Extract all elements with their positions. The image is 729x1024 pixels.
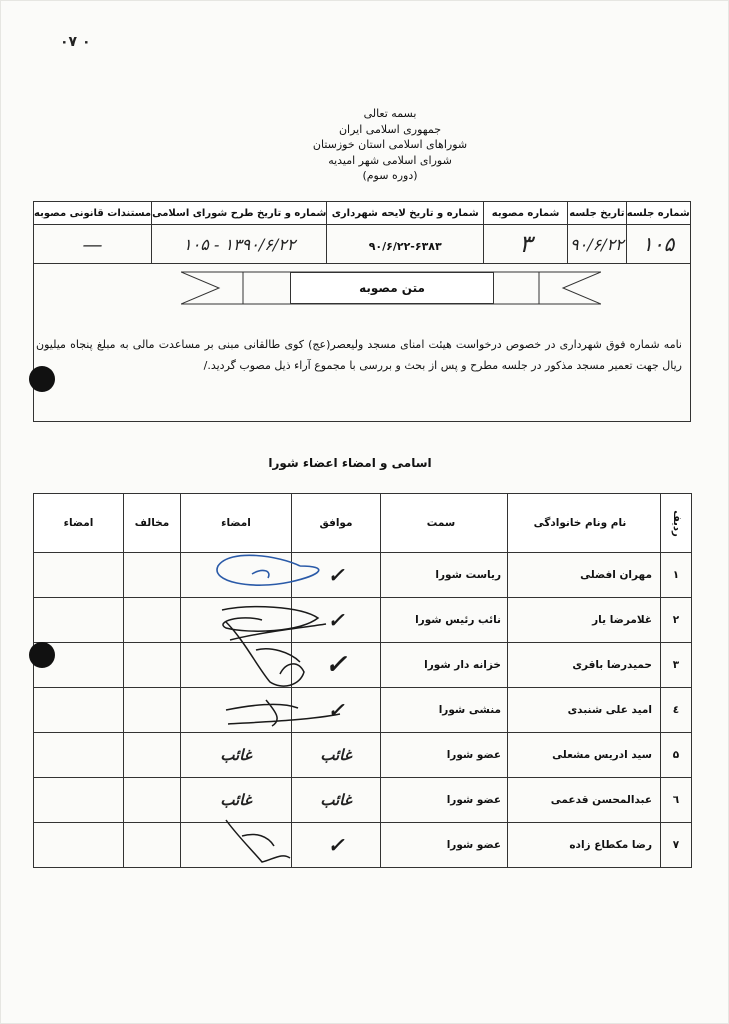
col-approve-header: موافق [292,494,381,553]
session-no-value: ۱۰۵ [642,232,675,256]
plan-no-value: ۱۳۹۰/۶/۲۲ - ۱۰۵ [183,234,296,254]
signature2-cell [34,778,124,823]
session-no-header: شماره جلسه [626,202,690,225]
absent-mark: غائب [220,746,252,764]
bill-no-header: شماره و تاریخ لایحه شهرداری [327,202,484,225]
legal-docs-value: — [82,232,103,256]
oppose-cell [124,733,181,778]
member-name: عبدالمحسن قدعمی [508,778,661,823]
approve-mark: ✓ [325,650,347,680]
absent-mark: غائب [220,791,252,809]
resolution-body: نامه شماره فوق شهرداری در خصوص درخواست هیئت امنای مسجد ولیعصر(عج) کوی طالقانی مبنی بر مساعدت مالی به مبلغ پنجاه میلیون ریال جهت تعمیر مسجد مذکور در جلسه مطرح و پس از بحث و بررسی با مجموع آراء ذیل مصوب گردید./ [36,338,682,372]
letterhead [200,106,580,184]
table-row [34,733,692,778]
table-row [34,553,692,598]
header-line-5: (دوره سوم) [362,169,418,182]
signature2-cell [34,598,124,643]
member-role: عضو شورا [381,778,508,823]
meta-value-row [34,225,691,264]
bill-no-value: ۹۰/۶/۲۲-۶۳۸۳ [368,239,442,253]
member-name: حمیدرضا باقری [508,643,661,688]
members-title: اسامی و امضاء اعضاء شورا [268,456,432,470]
col-idx-header: ردیف [670,510,682,537]
meta-header-row [34,202,691,225]
signature2-cell [34,553,124,598]
oppose-cell [124,688,181,733]
signature-cell [181,688,292,733]
resolution-no-header: شماره مصوبه [484,202,568,225]
oppose-cell [124,778,181,823]
member-role: منشی شورا [381,688,508,733]
col-name-header: نام ونام خانوادگی [508,494,661,553]
members-header-row [34,494,692,553]
member-name: غلامرضا یار [508,598,661,643]
session-date-header: تاریخ جلسه [568,202,626,225]
member-name: سید ادریس مشعلی [508,733,661,778]
punch-hole-top [29,366,55,392]
approve-mark: ✓ [327,608,345,632]
approve-mark: ✓ [327,563,345,587]
absent-mark: غائب [320,746,352,764]
member-role: عضو شورا [381,733,508,778]
session-date-value: ۹۰/۶/۲۲ [570,234,624,254]
signature-cell [181,553,292,598]
member-name: رضا مکطاع زاده [508,823,661,868]
member-role: نائب رئیس شورا [381,598,508,643]
col-role-header: سمت [381,494,508,553]
header-line-3: شوراهای اسلامی استان خوزستان [312,138,468,151]
legal-docs-header: مستندات قانونی مصوبه [34,202,152,225]
oppose-cell [124,823,181,868]
table-row [34,643,692,688]
header-line-4: شورای اسلامی شهر امیدیه [328,153,452,167]
member-name: مهران افضلی [508,553,661,598]
col-sign-header: امضاء [181,494,292,553]
members-table [33,493,692,868]
row-index: ۳ [661,643,692,688]
plan-no-header: شماره و تاریخ طرح شورای اسلامی [152,202,327,225]
col-sign2-header: امضاء [34,494,124,553]
scan-mark: ۰۷ ۰ [60,34,91,50]
member-name: امید علی شنبدی [508,688,661,733]
member-role: ریاست شورا [381,553,508,598]
row-index: ٦ [661,778,692,823]
table-row [34,823,692,868]
signature2-cell [34,823,124,868]
member-role: عضو شورا [381,823,508,868]
resolution-title: متن مصوبه [290,272,494,304]
header-line-2: جمهوری اسلامی ایران [338,122,442,136]
table-row [34,778,692,823]
signature-cell [181,598,292,643]
approve-mark: ✓ [327,698,345,722]
meta-table [33,201,691,264]
oppose-cell [124,553,181,598]
row-index: ۵ [661,733,692,778]
row-index: ۱ [661,553,692,598]
signature2-cell [34,733,124,778]
resolution-box [33,262,691,422]
oppose-cell [124,643,181,688]
approve-mark: ✓ [327,833,345,857]
header-line-1: بسمه تعالی [363,107,417,120]
row-index: ۷ [661,823,692,868]
table-row [34,598,692,643]
signature2-cell [34,688,124,733]
row-index: ٤ [661,688,692,733]
punch-hole-bottom [29,642,55,668]
signature-cell [181,643,292,688]
row-index: ۲ [661,598,692,643]
member-role: خزانه دار شورا [381,643,508,688]
col-oppose-header: مخالف [124,494,181,553]
resolution-no-value: ۳ [519,230,533,258]
signature-cell [181,823,292,868]
absent-mark: غائب [320,791,352,809]
oppose-cell [124,598,181,643]
table-row [34,688,692,733]
